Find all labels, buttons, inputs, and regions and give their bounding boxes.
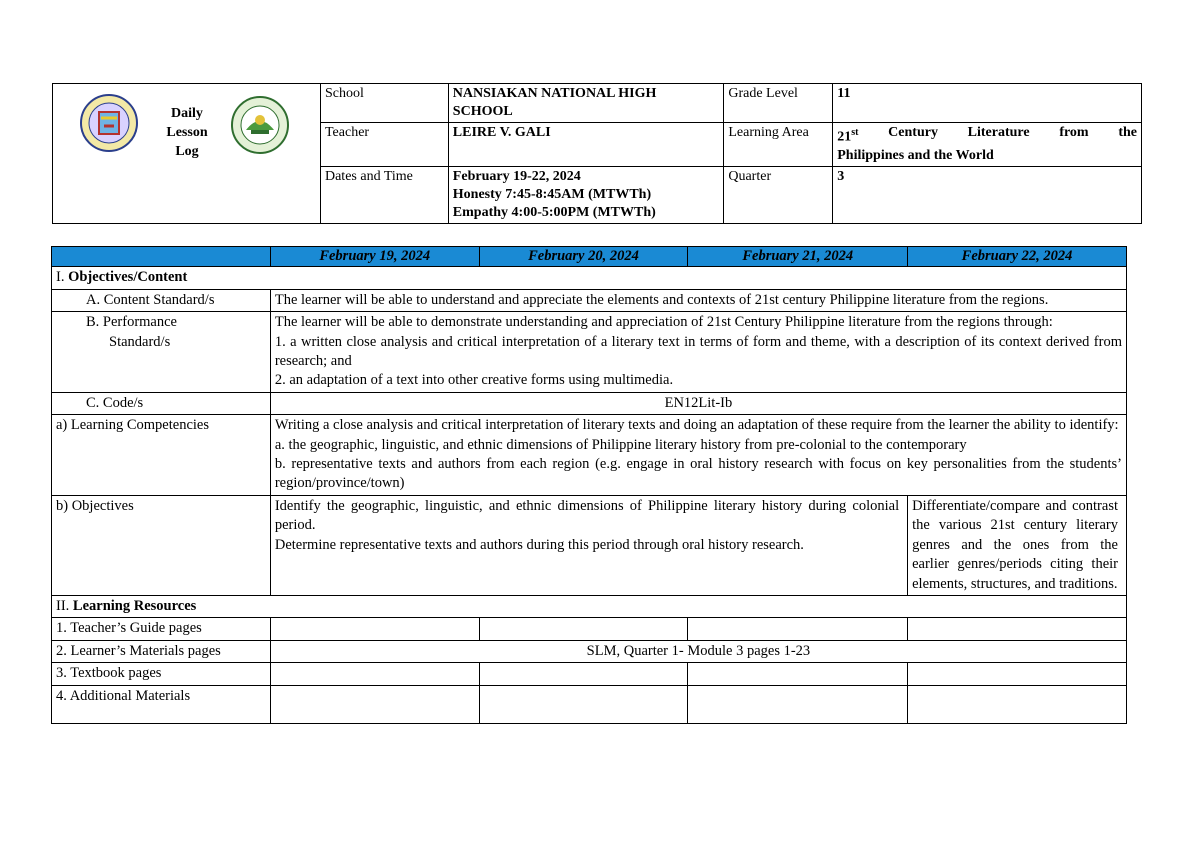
resource-cell (270, 618, 479, 640)
resource-label: 4. Additional Materials (52, 685, 271, 723)
text-line: 1. a written close analysis and critical interpretation of a literary text in terms of form and theme, with a description of its context derived from research; and (274, 333, 1122, 370)
competencies-text (270, 415, 1126, 496)
resource-cell (479, 618, 688, 640)
area-sup: st (851, 127, 859, 138)
competencies-label: a) Learning Competencies (52, 415, 271, 496)
teacher-label: Teacher (320, 123, 448, 167)
resource-cell (270, 663, 479, 685)
date-cell: February 21, 2024 (688, 247, 908, 267)
resource-cell (908, 663, 1127, 685)
dates-line: Empathy 4:00-5:00PM (MTWTh) (452, 204, 656, 220)
label-line: B. Performance (86, 314, 177, 331)
grade-label: Grade Level (724, 84, 833, 123)
section-num: II. (56, 597, 70, 614)
date-corner (52, 247, 271, 267)
resource-label: 1. Teacher’s Guide pages (52, 618, 271, 640)
date-cell: February 19, 2024 (270, 247, 479, 267)
performance-standard-row (52, 312, 1127, 393)
text-line: a. the geographic, linguistic, and ethnic dimensions of Philippine literary history from pre-colonial to the contemporary (274, 436, 967, 453)
header-table (52, 83, 1142, 224)
date-header-row (52, 247, 1127, 267)
area-label: Learning Area (724, 123, 833, 167)
resource-cell (479, 685, 688, 723)
objectives-text (270, 495, 907, 595)
text-line: The learner will be able to demonstrate understanding and appreciation of 21st Century Philippine literature from the regions through: (274, 314, 1053, 331)
resource-cell (908, 618, 1127, 640)
dates-label: Dates and Time (320, 166, 448, 223)
dll-title-line: Lesson (166, 125, 208, 140)
area-value-line2: Philippines and the World (837, 147, 994, 163)
resource-cell (479, 663, 688, 685)
area-value (833, 123, 1142, 167)
objectives-section-row (52, 267, 1127, 289)
date-cell: February 22, 2024 (908, 247, 1127, 267)
code-value: EN12Lit-Ib (270, 392, 1126, 414)
school-value: NANSIAKAN NATIONAL HIGH SCHOOL (448, 84, 724, 123)
resource-label: 2. Learner’s Materials pages (52, 640, 271, 662)
objectives-day4-text: Differentiate/compare and contrast the various 21st century literary genres and the ones from the earlier genres/periods citing their elements, structures, and traditions. (908, 495, 1127, 595)
teacher-value: LEIRE V. GALI (448, 123, 724, 167)
area-word: from (1059, 125, 1089, 140)
dates-line: February 19-22, 2024 (452, 168, 581, 184)
text-line: Determine representative texts and authors during this period through oral history research. (274, 536, 804, 553)
area-word: Century (888, 125, 938, 140)
resource-cell (688, 663, 908, 685)
performance-standard-label (52, 312, 271, 393)
grade-value: 11 (833, 84, 1142, 123)
resource-value: SLM, Quarter 1- Module 3 pages 1-23 (270, 640, 1126, 662)
area-num: 21 (837, 129, 852, 145)
text-line: b. representative texts and authors from each region (e.g. engage in oral history research with focus on key personalities from the students’ region/province/town) (274, 456, 1122, 492)
dates-value (448, 166, 724, 223)
date-cell: February 20, 2024 (479, 247, 688, 267)
quarter-value: 3 (833, 166, 1142, 223)
section-num: I. (56, 269, 65, 286)
deped-seal-icon (80, 94, 138, 152)
lesson-log-table (51, 246, 1127, 724)
section-title: Learning Resources (72, 597, 197, 614)
label-line: Standard/s (109, 333, 171, 350)
resource-row (52, 663, 1127, 685)
school-label: School (320, 84, 448, 123)
quarter-label: Quarter (724, 166, 833, 223)
content-standard-text: The learner will be able to understand and appreciate the elements and contexts of 21st century Philippine literature from the regions. (270, 289, 1126, 311)
dll-title (158, 104, 216, 161)
objectives-label: b) Objectives (52, 495, 271, 595)
objectives-row (52, 495, 1127, 595)
code-row (52, 392, 1127, 414)
content-standard-row (52, 289, 1127, 311)
school-logo-icon (231, 96, 289, 154)
area-word: the (1118, 125, 1137, 140)
dll-title-line: Log (175, 144, 199, 159)
logo-block (53, 84, 321, 224)
resources-section-row (52, 595, 1127, 617)
resource-cell (908, 685, 1127, 723)
objectives-section-title (52, 267, 1127, 289)
resources-section-title (52, 595, 1127, 617)
resource-cell (688, 685, 908, 723)
text-line: Identify the geographic, linguistic, and ethnic dimensions of Philippine literary history during colonial period. (274, 497, 900, 534)
resource-label: 3. Textbook pages (52, 663, 271, 685)
content-standard-label: A. Content Standard/s (52, 289, 271, 311)
competencies-row (52, 415, 1127, 496)
text-line: 2. an adaptation of a text into other creative forms using multimedia. (274, 372, 674, 389)
code-label: C. Code/s (52, 392, 271, 414)
resource-row (52, 618, 1127, 640)
resource-row (52, 685, 1127, 723)
resource-cell (688, 618, 908, 640)
section-title: Objectives/Content (68, 269, 188, 286)
resource-row (52, 640, 1127, 662)
area-word: Literature (967, 125, 1030, 140)
performance-standard-text (270, 312, 1126, 393)
dll-title-line: Daily (171, 106, 203, 121)
dates-line: Honesty 7:45-8:45AM (MTWTh) (452, 186, 652, 202)
text-line: Writing a close analysis and critical interpretation of literary texts and doing an adaptation of these require from the learner the ability to identify: (274, 417, 1119, 434)
resource-cell (270, 685, 479, 723)
